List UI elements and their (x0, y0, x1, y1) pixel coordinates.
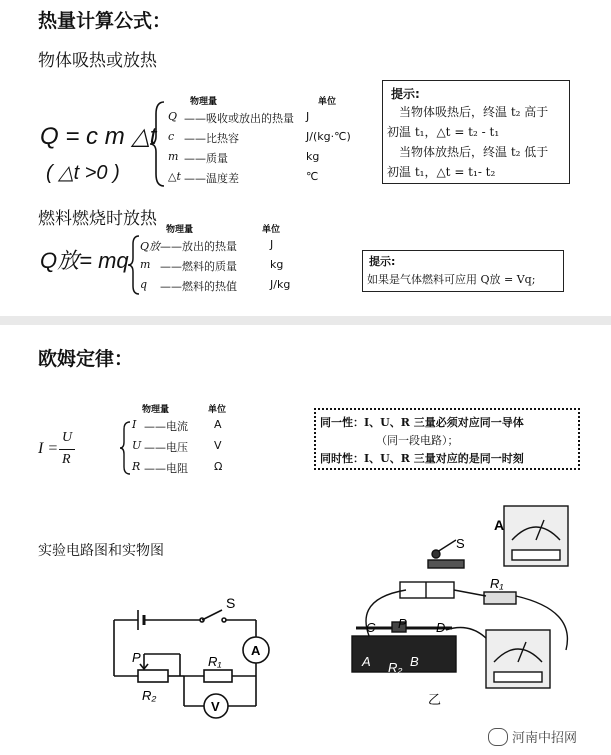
fuel-row-unit: J/kg (270, 278, 291, 291)
fuel-col-unit: 单位 (262, 225, 281, 235)
ohm-brace (118, 420, 132, 476)
ohm-row-symbol: U (132, 439, 142, 452)
ohm-formula-denominator: R (62, 452, 71, 467)
experiment-title: 实验电路图和实物图 (38, 543, 164, 559)
heat-tip-line: 当物体吸热后，终温 t₂ 高于 (399, 105, 549, 119)
ohm-note-line: 同时性：I、U、R 三量对应的是同一时刻 (320, 452, 524, 465)
ohm-row-symbol: R (132, 460, 141, 473)
fuel-tip-title: 提示: (369, 255, 396, 268)
apparatus-label-p: P (398, 616, 407, 631)
fuel-row-description: ——燃料的质量 (160, 260, 237, 273)
heat-tip-line: 当物体放热后，终温 t₂ 低于 (399, 145, 549, 159)
circuit-diagram (104, 590, 286, 726)
ohm-row-unit: Ω (214, 460, 223, 473)
heat-row-description: ——吸收或放出的热量 (184, 112, 294, 125)
heat-formula: Q = c m △t (40, 123, 157, 150)
ohm-row-symbol: I (132, 418, 137, 431)
heat-row-unit: ℃ (306, 170, 319, 183)
ohm-row-unit: A (214, 418, 222, 431)
watermark: 河南中招网 (512, 731, 578, 746)
circuit-label-ammeter: A (251, 643, 261, 658)
heat-row-description: ——温度差 (184, 172, 239, 185)
ohm-formula-lhs: I = (38, 440, 59, 457)
heat-row-unit: J (306, 110, 310, 123)
heat-row-symbol: m (168, 150, 179, 163)
fuel-row-unit: kg (270, 258, 284, 271)
fuel-col-quantity: 物理量 (166, 225, 194, 235)
fuel-subtitle: 燃料燃烧时放热 (38, 209, 157, 229)
heat-row-description: ——质量 (184, 152, 228, 165)
heat-tip-box (382, 80, 570, 184)
circuit-label-slider: P (132, 650, 141, 665)
circuit-label-r1: R₁ (208, 654, 222, 669)
heat-condition: ( △t >0 ) (46, 162, 120, 184)
ohm-row-description: ——电阻 (144, 462, 188, 475)
ohm-col-quantity: 物理量 (142, 405, 170, 415)
heat-row-description: ——比热容 (184, 132, 239, 145)
fuel-row-symbol: m (140, 258, 151, 271)
ohm-title: 欧姆定律： (38, 348, 134, 370)
apparatus-label-switch: S (456, 536, 465, 551)
apparatus-caption: 乙 (428, 692, 442, 707)
fraction-bar (59, 449, 75, 450)
ohm-note-box (314, 408, 580, 470)
apparatus-label-a: A (362, 654, 371, 669)
heat-col-quantity: 物理量 (190, 97, 218, 107)
apparatus-label-c: C (366, 620, 376, 635)
section-divider (0, 316, 611, 325)
fuel-row-symbol: Q放 (140, 240, 161, 253)
ohm-row-description: ——电流 (144, 420, 188, 433)
fuel-formula: Q放= mq (40, 248, 129, 273)
circuit-label-r2: R₂ (142, 688, 157, 703)
fuel-tip-box (362, 250, 564, 292)
fuel-row-description: ——放出的热量 (160, 240, 237, 253)
ohm-note-line: （同一段电路）； (376, 434, 459, 447)
circuit-label-voltmeter: V (211, 699, 220, 714)
heat-row-unit: J/(kg·℃) (306, 130, 351, 143)
heat-row-symbol: △t (168, 170, 181, 183)
fuel-row-description: ——燃料的热值 (160, 280, 237, 293)
wechat-icon (488, 728, 508, 746)
apparatus-label-r1: R₁ (490, 576, 504, 591)
ohm-formula-numerator: U (62, 430, 73, 445)
heat-tip-line: 初温 t₁，△t = t₁- t₂ (387, 165, 496, 179)
fuel-row-symbol: q (140, 278, 148, 291)
apparatus-label-d: D (436, 620, 446, 635)
circuit-label-switch: S (226, 595, 236, 611)
apparatus-label-r2: R₂ (388, 660, 403, 675)
heat-brace (148, 100, 168, 188)
heat-tip-line: 初温 t₁，△t = t₂ - t₁ (387, 125, 500, 139)
heat-col-unit: 单位 (318, 97, 337, 107)
ohm-row-unit: V (214, 439, 222, 452)
heat-title: 热量计算公式： (38, 10, 172, 32)
ohm-row-description: ——电压 (144, 441, 188, 454)
heat-row-unit: kg (306, 150, 320, 163)
apparatus-sketch (336, 500, 596, 720)
heat-tip-title: 提示: (391, 87, 420, 101)
ohm-col-unit: 单位 (208, 405, 227, 415)
heat-row-symbol: Q (168, 110, 178, 123)
fuel-row-unit: J (270, 238, 274, 251)
heat-subtitle: 物体吸热或放热 (38, 51, 157, 71)
apparatus-label-b: B (410, 654, 419, 669)
apparatus-label-ammeter: A (494, 517, 505, 533)
heat-row-symbol: c (168, 130, 175, 143)
ohm-note-line: 同一性：I、U、R 三量必须对应同一导体 (320, 416, 524, 429)
fuel-tip-line: 如果是气体燃料可应用 Q放 = Vq; (367, 273, 536, 286)
